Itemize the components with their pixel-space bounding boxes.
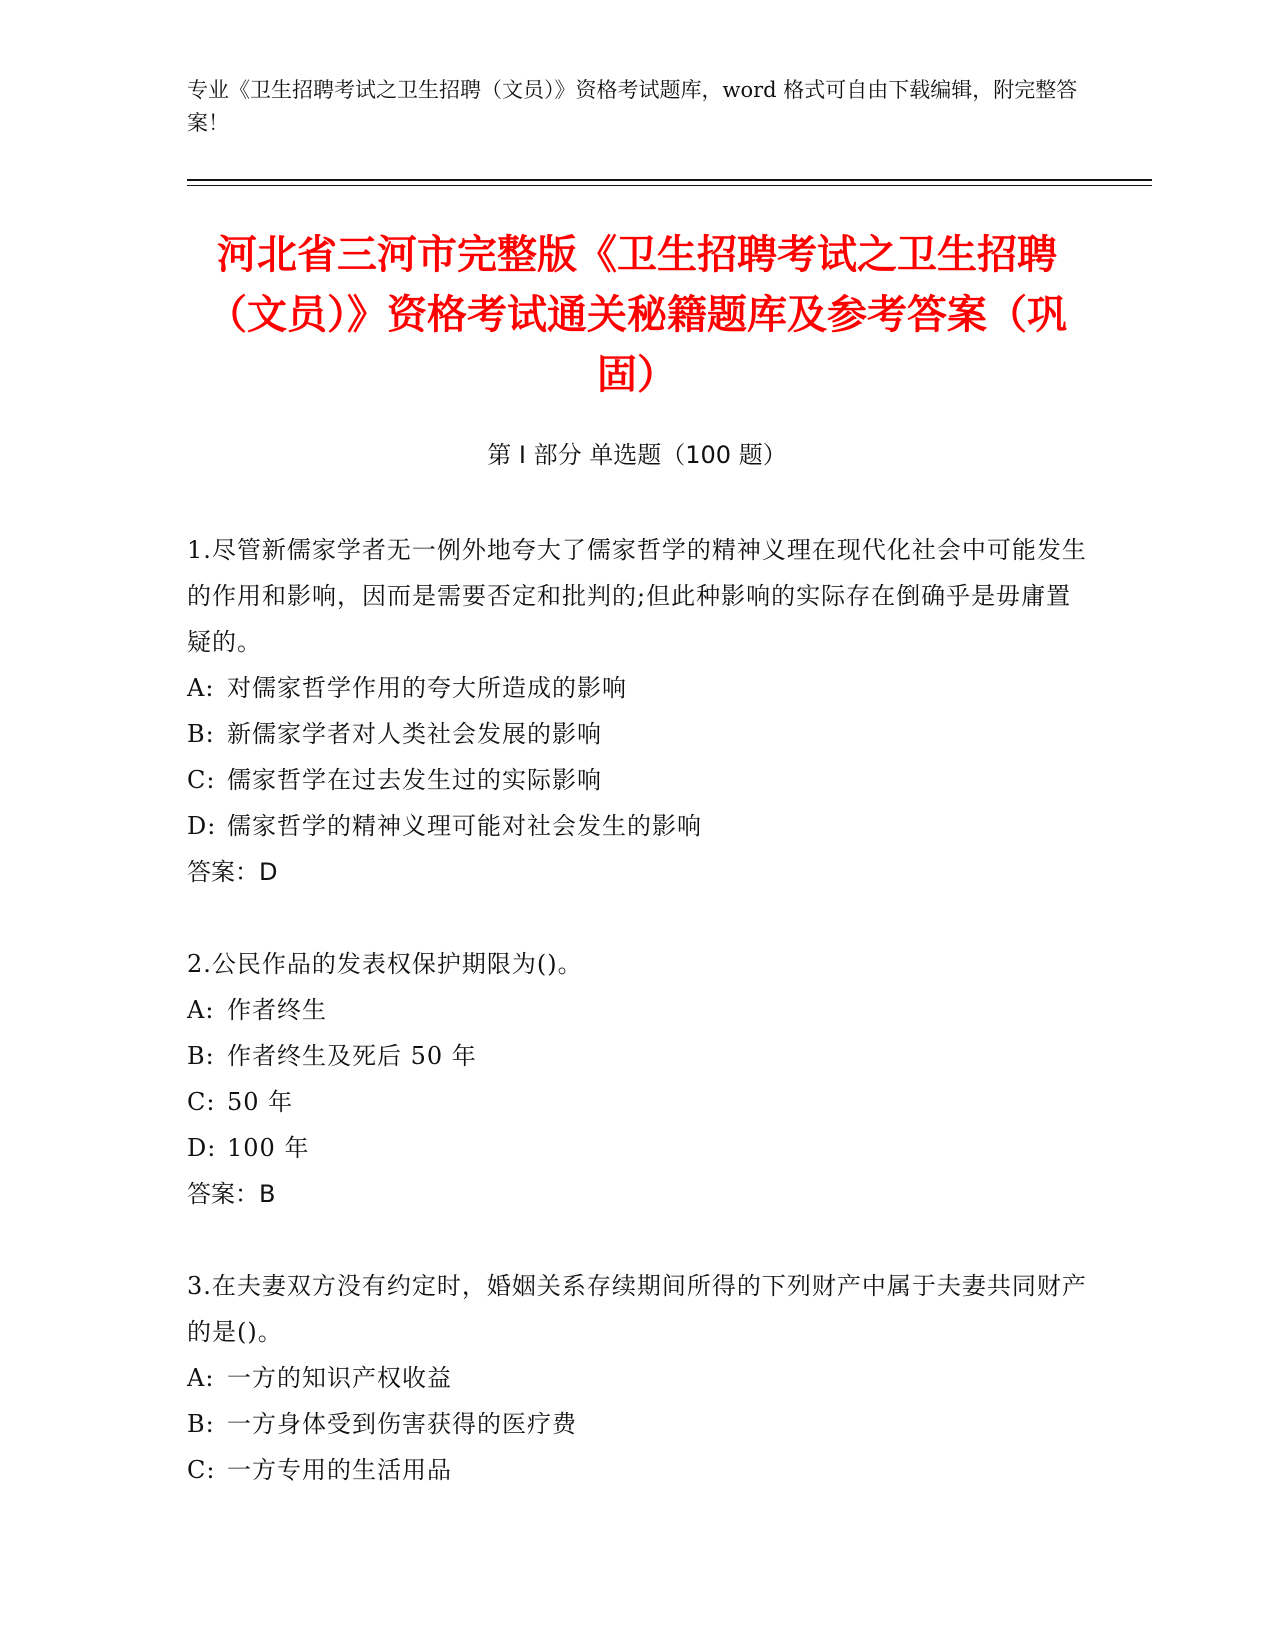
question-1 (187, 527, 1087, 895)
option-d (187, 1125, 1087, 1171)
option-text: 一方身体受到伤害获得的医疗费 (227, 1410, 577, 1438)
option-text: 儒家哲学的精神义理可能对社会发生的影响 (227, 812, 702, 840)
option-a (187, 1355, 1087, 1401)
section-heading: 第 I 部分 单选题（100 题） (487, 441, 787, 469)
answer-line: 答案：B (187, 1180, 276, 1208)
question-stem: 1.尽管新儒家学者无一例外地夸大了儒家哲学的精神义理在现代化社会中可能发生的作用和影响，因而是需要否定和批判的;但此种影响的实际存在倒确乎是毋庸置疑的。 (187, 536, 1087, 656)
option-text: 50 年 (227, 1088, 294, 1116)
question-list (187, 527, 1087, 1539)
option-text: 一方专用的生活用品 (227, 1456, 452, 1484)
option-text: 作者终生及死后 50 年 (227, 1042, 477, 1070)
option-key: C: (187, 1456, 216, 1484)
answer-line: 答案：D (187, 858, 278, 886)
option-b (187, 1401, 1087, 1447)
option-key: D: (187, 1134, 217, 1162)
option-key: B: (187, 1410, 215, 1438)
header-note: 专业《卫生招聘考试之卫生招聘（文员）》资格考试题库，word 格式可自由下载编辑，附完整答案！ (187, 78, 1078, 135)
option-d (187, 803, 1087, 849)
option-key: A: (187, 674, 215, 702)
option-key: A: (187, 996, 215, 1024)
option-c (187, 1079, 1087, 1125)
question-2 (187, 941, 1087, 1217)
option-a (187, 665, 1087, 711)
option-text: 儒家哲学在过去发生过的实际影响 (227, 766, 602, 794)
option-key: C: (187, 766, 216, 794)
question-stem: 3.在夫妻双方没有约定时，婚姻关系存续期间所得的下列财产中属于夫妻共同财产的是()。 (187, 1272, 1087, 1346)
option-text: 100 年 (227, 1134, 310, 1162)
option-text: 对儒家哲学作用的夸大所造成的影响 (227, 674, 627, 702)
option-key: C: (187, 1088, 216, 1116)
option-text: 新儒家学者对人类社会发展的影响 (227, 720, 602, 748)
option-key: B: (187, 720, 215, 748)
option-key: A: (187, 1364, 215, 1392)
option-c (187, 1447, 1087, 1493)
header-rule-thick (187, 179, 1152, 181)
document-title: 河北省三河市完整版《卫生招聘考试之卫生招聘（文员）》资格考试通关秘籍题库及参考答案（巩固） (207, 232, 1067, 398)
question-stem: 2.公民作品的发表权保护期限为()。 (187, 950, 583, 978)
option-key: D: (187, 812, 217, 840)
option-text: 一方的知识产权收益 (227, 1364, 452, 1392)
option-text: 作者终生 (227, 996, 327, 1024)
option-key: B: (187, 1042, 215, 1070)
header-rule-thin (187, 185, 1152, 186)
question-3 (187, 1263, 1087, 1493)
option-c (187, 757, 1087, 803)
option-b (187, 1033, 1087, 1079)
option-a (187, 987, 1087, 1033)
option-b (187, 711, 1087, 757)
